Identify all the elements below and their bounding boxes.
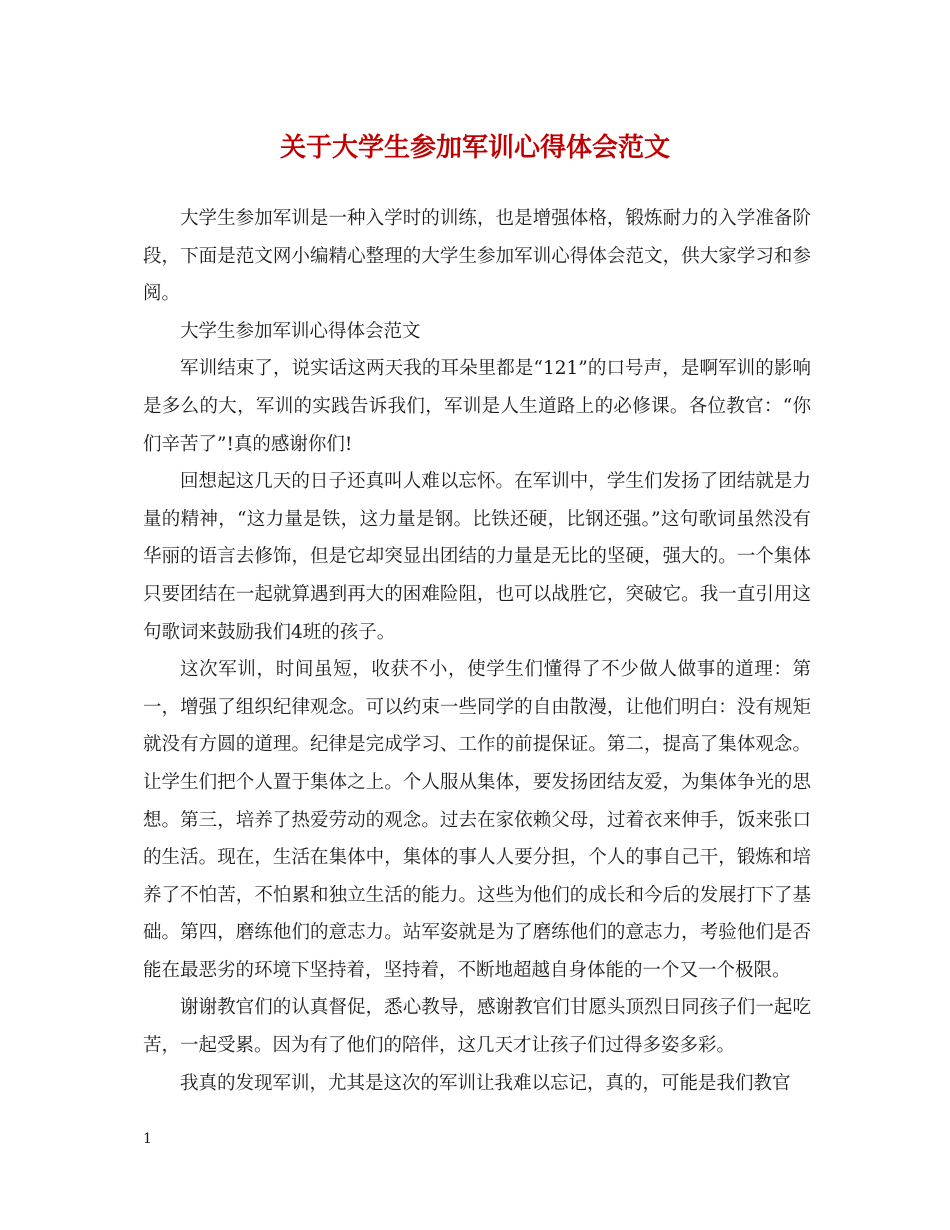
paragraph-subheading: 大学生参加军训心得体会范文 [180, 320, 421, 342]
page-number: 1 [143, 1131, 152, 1147]
paragraph-intro: 大学生参加军训是一种入学时的训练，也是增强体格，锻炼耐力的入学准备阶段，下面是范文网小编精心整理的大学生参加军训心得体会范文，供大家学习和参阅。 [143, 208, 811, 305]
paragraph-2: 回想起这几天的日子还真叫人难以忘怀。在军训中，学生们发扬了团结就是力量的精神，“这力量是铁，这力量是钢。比铁还硬，比钢还强。”这句歌词虽然没有华丽的语言去修饰，但是它却突显出团结的力量是无比的坚硬，强大的。一个集体只要团结在一起就算遇到再大的困难险阻，也可以战胜它，突破它。我一直引用这句歌词来鼓励我们4班的孩子。 [143, 471, 811, 643]
paragraph-3: 这次军训，时间虽短，收获不小，使学生们懂得了不少做人做事的道理：第一，增强了组织纪律观念。可以约束一些同学的自由散漫，让他们明白：没有规矩就没有方圆的道理。纪律是完成学习、工作的前提保证。第二，提高了集体观念。让学生们把个人置于集体之上。个人服从集体，要发扬团结友爱，为集体争光的思想。第三，培养了热爱劳动的观念。过去在家依赖父母，过着衣来伸手，饭来张口的生活。现在，生活在集体中，集体的事人人要分担，个人的事自己干，锻炼和培养了不怕苦，不怕累和独立生活的能力。这些为他们的成长和今后的发展打下了基础。第四，磨练他们的意志力。站军姿就是为了磨练他们的意志力，考验他们是否能在最恶劣的环境下坚持着，坚持着，不断地超越自身体能的一个又一个极限。 [143, 659, 811, 981]
paragraph-5: 我真的发现军训，尤其是这次的军训让我难以忘记，真的，可能是我们教官 [180, 1072, 791, 1094]
document-body [143, 200, 811, 1102]
paragraph-1: 军训结束了，说实话这两天我的耳朵里都是“121”的口号声，是啊军训的影响是多么的大，军训的实践告诉我们，军训是人生道路上的必修课。各位教官：“你们辛苦了”!真的感谢你们! [143, 358, 811, 455]
document-title: 关于大学生参加军训心得体会范文 [279, 133, 670, 163]
paragraph-4: 谢谢教官们的认真督促，悉心教导，感谢教官们甘愿头顶烈日同孩子们一起吃苦，一起受累。因为有了他们的陪伴，这几天才让孩子们过得多姿多彩。 [143, 997, 811, 1057]
